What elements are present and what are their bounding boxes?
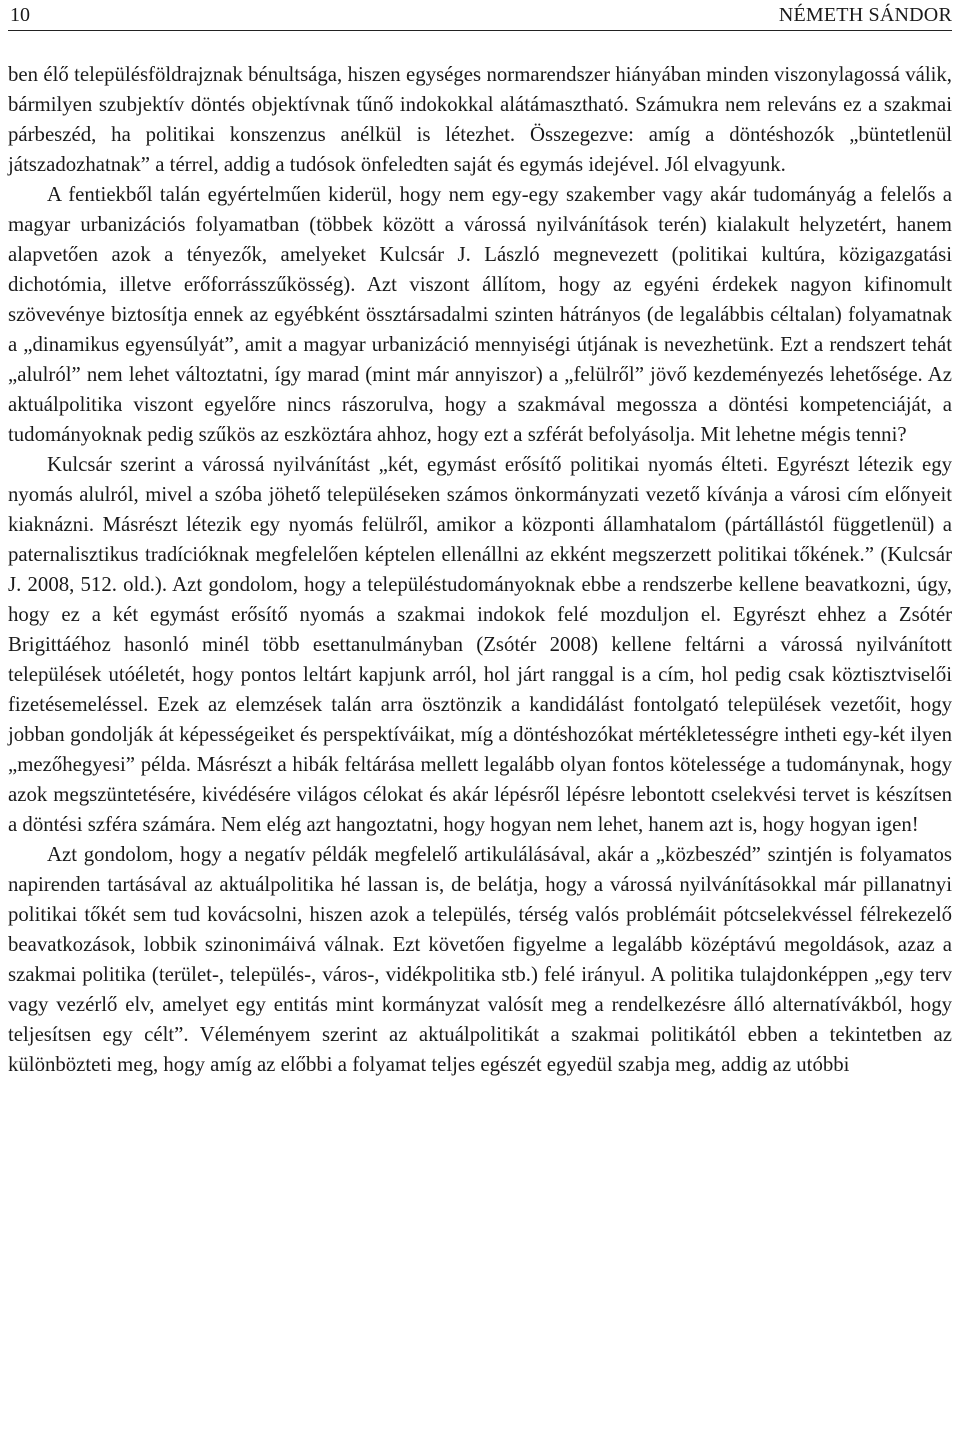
body-text: [8, 60, 952, 1080]
paragraph-1: ben élő településföldrajznak bénultsága, hiszen egységes normarendszer hiányában minden viszonylagossá válik, bármilyen szubjektív döntés objektívnak tűnő indokokkal alátámasztható. Számukra nem releváns ez a szakmai párbeszéd, ha politikai konszenzus anélkül is létezhet. Összegezve: amíg a döntéshozók „büntetlenül játszadozhatnak” a térrel, addig a tudósok önfeledten saját és egymás idejével. Jól elvagyunk.: [8, 63, 952, 176]
page-header: [8, 0, 952, 31]
paragraph-3: Kulcsár szerint a várossá nyilvánítást „két, egymást erősítő politikai nyomás élteti. Egyrészt létezik egy nyomás alulról, mivel a szóba jöhető településeken számos önkormányzati vezető kívánja a városi cím előnyeit kiaknázni. Másrészt létezik egy nyomás felülről, amikor a központi államhatalom (pártállástól függetlenül) a paternalisztikus tradícióknak megfelelően képtelen ellenállni az ekként megszerzett politikai tőkének.” (Kulcsár J. 2008, 512. old.). Azt gondolom, hogy a településtudományoknak ebbe a rendszerbe kellene beavatkozni, úgy, hogy ez a két egymást erősítő nyomás a szakmai indokok felé mozduljon el. Egyrészt ehhez a Zsótér Brigittáéhoz hasonló minél több esettanulmányban (Zsótér 2008) kellene feltárni a várossá nyilvánított települések utóéletét, hogy pontos leltárt kapjunk arról, hol járt ranggal is a cím, hol pedig csak köztisztviselői fizetésemeléssel. Ezek az elemzések talán arra ösztönzik a kandidálást fontolgató települések vezetőit, hogy jobban gondolják át képességeiket és perspektíváikat, míg a döntéshozókat mértékletességre intheti egy-két ilyen „mezőhegyesi” példa. Másrészt a hibák feltárása mellett legalább olyan fontos kötelessége a tudománynak, hogy azok megszüntetésére, kivédésére világos célokat és akár lépésről lépésre lebontott cselekvési tervet is készítsen a döntési szféra számára. Nem elég azt hangoztatni, hogy hogyan nem lehet, hanem azt is, hogy hogyan igen!: [8, 453, 952, 836]
paragraph-4: Azt gondolom, hogy a negatív példák megfelelő artikulálásával, akár a „közbeszéd” szintjén is folyamatos napirenden tartásával az aktuálpolitika hé lassan is, de belátja, hogy a várossá nyilvánításokkal már pillanatnyi politikai tőkét sem tud kovácsolni, hiszen azok a település, térség valós problémáit pótcselekvéssel félrekezelő beavatkozások, lobbik szinonimáivá válnak. Ezt követően figyelme a legalább középtávú megoldások, azaz a szakmai politika (terület-, település-, város-, vidékpolitika stb.) felé irányul. A politika tulajdonképpen „egy terv vagy vezérlő elv, amelyet egy entitás mint kormányzat valósít meg a rendelkezésre álló alternatívákból, hogy teljesítsen egy célt”. Véleményem szerint az aktuálpolitikát a szakmai politikától ebben a tekintetben az különbözteti meg, hogy amíg az előbbi a folyamat teljes egészét egyedül szabja meg, addig az utóbbi: [8, 843, 952, 1076]
paragraph-2: A fentiekből talán egyértelműen kiderül, hogy nem egy-egy szakember vagy akár tudományág a felelős a magyar urbanizációs folyamatban (többek között a várossá nyilvánítások terén) kialakult helyzetért, hanem alapvetően azok a tényezők, amelyeket Kulcsár J. László megnevezett (politikai kultúra, közigazgatási dichotómia, illetve erőforrásszűkösség). Azt viszont állítom, hogy az egyéni érdekek nagyon kifinomult szövevénye biztosítja ennek az egyébként össztársadalmi szinten hátrányos (de legalábbis céltalan) folyamatnak a „dinamikus egyensúlyát”, amit a magyar urbanizáció mennyiségi útjának is nevezhetünk. Ezt a rendszert tehát „alulról” nem lehet változtatni, így marad (mint már annyiszor) a „felülről” jövő kezdeményezés lehetősége. Az aktuálpolitika viszont egyelőre nincs rászorulva, hogy a szakmával megossza a döntési kompetenciáját, a tudományoknak pedig szűkös az eszköztára ahhoz, hogy ezt a szférát befolyásolja. Mit lehetne mégis tenni?: [8, 183, 952, 446]
page-number: 10: [10, 4, 30, 26]
running-head-author: NÉMETH SÁNDOR: [778, 4, 952, 26]
